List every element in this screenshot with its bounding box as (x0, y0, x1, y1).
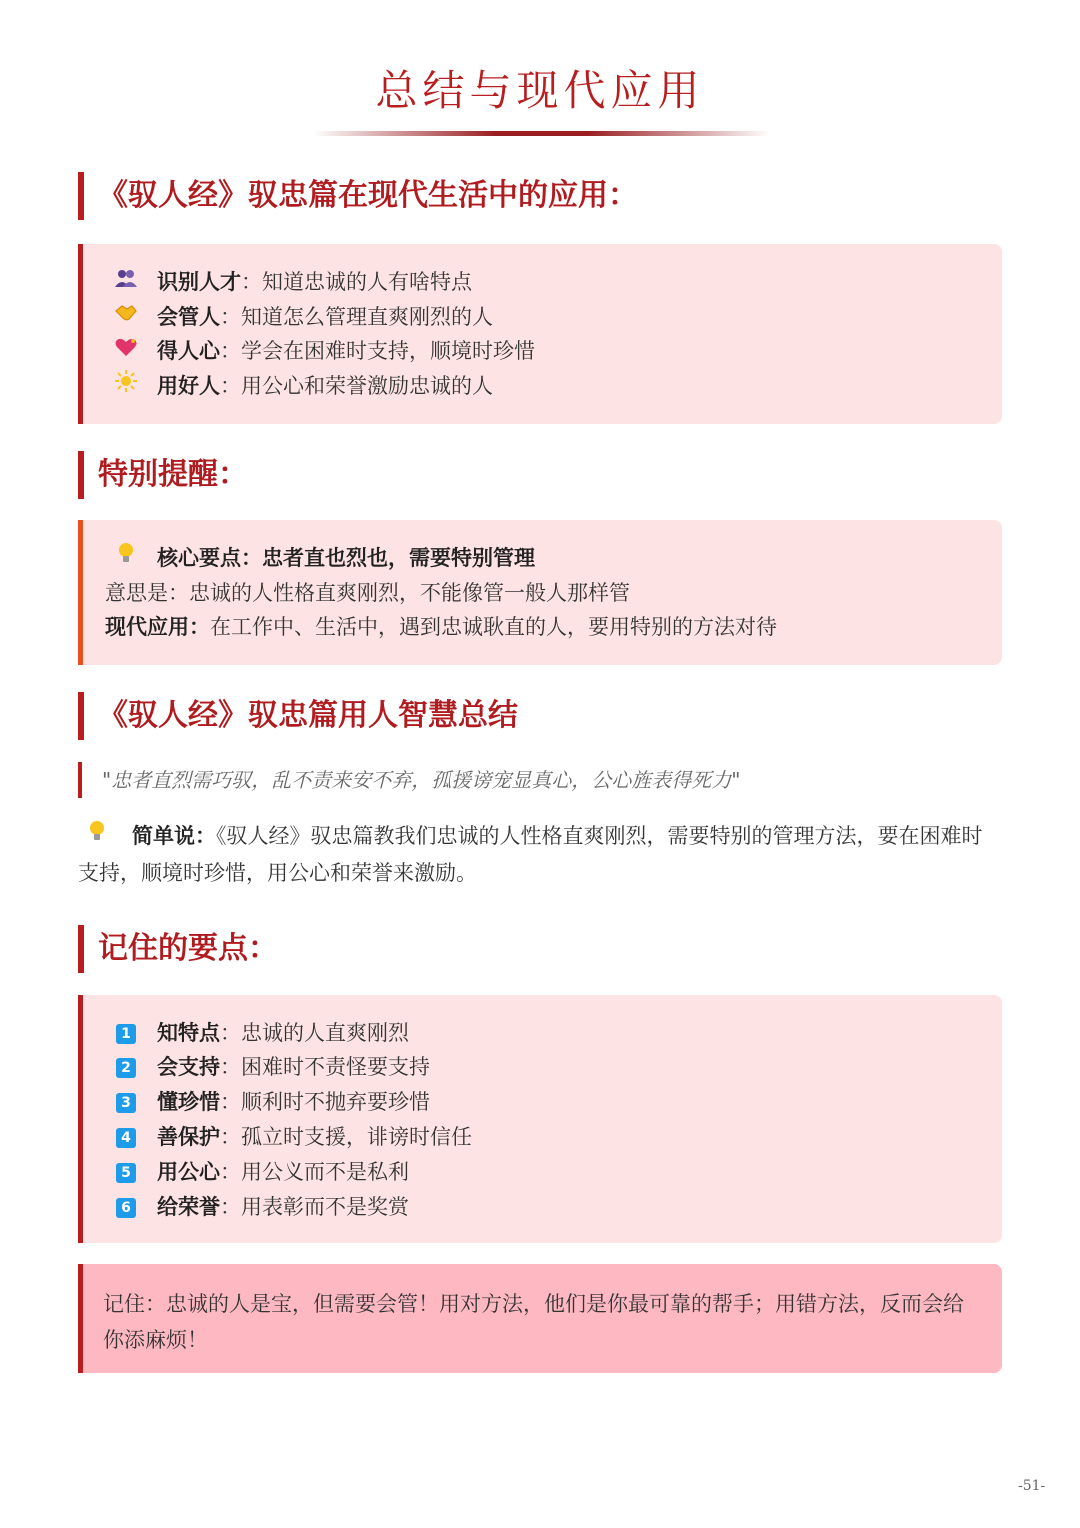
list-item (113, 334, 535, 368)
number-6-icon: 6 (116, 1198, 136, 1218)
summary-text: 《驭人经》驭忠篇教我们忠诚的人性格直爽刚烈，需要特别的管理方法，要在困难时支持，顺境时珍惜，用公心和荣誉来激励。 (78, 824, 983, 885)
item-label: 用好人 (157, 374, 220, 398)
item-text: ：知道怎么管理直爽刚烈的人 (220, 305, 493, 329)
item-label: 会支持 (157, 1055, 220, 1079)
final-reminder-box (78, 1264, 1002, 1373)
number-5-icon: 5 (116, 1163, 136, 1183)
section-heading-summary: 《驭人经》驭忠篇用人智慧总结 (78, 692, 518, 740)
number-4-icon: 4 (116, 1128, 136, 1148)
list-item (113, 1050, 430, 1084)
summary-paragraph (78, 818, 998, 891)
list-item (113, 265, 472, 299)
page-number: -51- (1018, 1478, 1046, 1494)
item-text: ：顺利时不抛弃要珍惜 (220, 1090, 430, 1114)
summary-label: 简单说： (132, 824, 216, 848)
item-text: ：学会在困难时支持，顺境时珍惜 (220, 339, 535, 363)
meaning-text: 意思是：忠诚的人性格直爽刚烈，不能像管一般人那样管 (105, 581, 630, 605)
item-text: ：孤立时支援，诽谤时信任 (220, 1125, 472, 1149)
item-text: ：困难时不责怪要支持 (220, 1055, 430, 1079)
list-item (113, 369, 493, 403)
number-2-icon: 2 (116, 1058, 136, 1078)
key-point-text: 核心要点：忠者直也烈也，需要特别管理 (157, 546, 535, 570)
item-label: 会管人 (157, 305, 220, 329)
key-point-line (113, 541, 535, 576)
list-item (113, 1120, 472, 1154)
reminder-note-box (78, 520, 1002, 665)
item-label: 用公心 (157, 1160, 220, 1184)
number-3-icon: 3 (116, 1093, 136, 1113)
number-1-icon: 1 (116, 1024, 136, 1044)
list-item (113, 1155, 409, 1189)
lightbulb-icon (84, 819, 110, 855)
lightbulb-icon (113, 542, 139, 576)
list-item (113, 300, 493, 334)
handshake-icon (113, 301, 139, 335)
verse-quote: "忠者直烈需巧驭，乱不责来安不弃，孤援谤宠显真心，公心旌表得死力" (78, 762, 740, 798)
section-heading-reminder: 特别提醒： (78, 451, 248, 499)
item-text: ：用公义而不是私利 (220, 1160, 409, 1184)
item-label: 知特点 (157, 1021, 220, 1045)
application-text: 在工作中、生活中，遇到忠诚耿直的人，要用特别的方法对待 (210, 615, 777, 639)
key-points-box (78, 995, 1002, 1243)
heart-icon (113, 335, 139, 369)
item-text: ：用公心和荣誉激励忠诚的人 (220, 374, 493, 398)
applications-box (78, 244, 1002, 424)
list-item (113, 1085, 430, 1119)
list-item (113, 1190, 409, 1224)
sun-icon (113, 370, 139, 404)
section-heading-key-points: 记住的要点： (78, 925, 278, 973)
item-label: 识别人才 (157, 270, 241, 294)
application-label: 现代应用： (105, 615, 210, 639)
title-divider (313, 131, 770, 136)
item-text: ：知道忠诚的人有啥特点 (241, 270, 472, 294)
application-line (105, 610, 777, 644)
list-item (113, 1016, 409, 1050)
section-heading-applications: 《驭人经》驭忠篇在现代生活中的应用： (78, 172, 638, 220)
final-reminder-text: 记住：忠诚的人是宝，但需要会管！用对方法，他们是你最可靠的帮手；用错方法，反而会给你添麻烦！ (103, 1292, 964, 1352)
people-icon (113, 266, 139, 300)
item-text: ：忠诚的人直爽刚烈 (220, 1021, 409, 1045)
page-title: 总结与现代应用 (375, 66, 705, 115)
item-label: 善保护 (157, 1125, 220, 1149)
item-label: 懂珍惜 (157, 1090, 220, 1114)
item-text: ：用表彰而不是奖赏 (220, 1195, 409, 1219)
item-label: 得人心 (157, 339, 220, 363)
item-label: 给荣誉 (157, 1195, 220, 1219)
